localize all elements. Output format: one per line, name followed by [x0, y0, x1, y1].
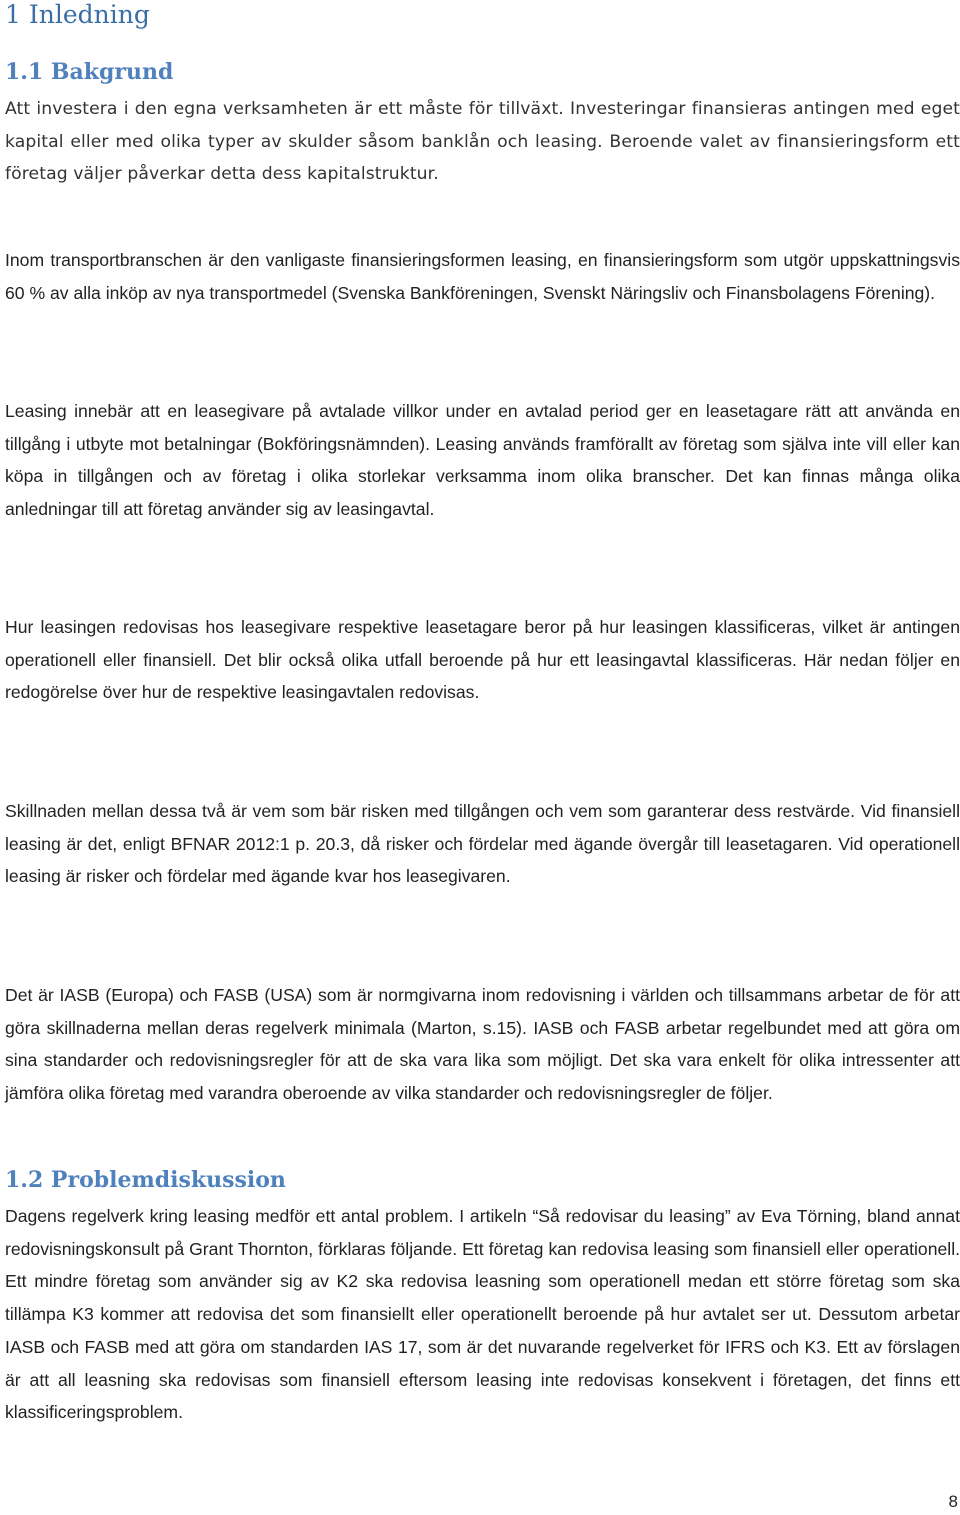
chapter-heading: 1 Inledning: [5, 0, 150, 29]
section-heading-problemdiskussion: 1.2 Problemdiskussion: [5, 1167, 286, 1193]
paragraph-4: Hur leasingen redovisas hos leasegivare respektive leasetagare beror på hur leasingen klassificeras, vilket är antingen operationell eller finansiell. Det blir också olika utfall beroende på hur ett leasingavtal klassificeras. Här nedan följer en redogörelse över hur de respektive leasingavtalen redovisas.: [5, 617, 960, 703]
paragraph-2: Inom transportbranschen är den vanligaste finansieringsformen leasing, en finansieringsform som utgör uppskattningsvis 60 % av alla inköp av nya transportmedel (Svenska Bankföreningen, Svenskt Näringsliv och Finansbolagens Förening).: [5, 250, 960, 303]
paragraph-5: Skillnaden mellan dessa två är vem som bär risken med tillgången och vem som garanterar dess restvärde. Vid finansiell leasing är det, enligt BFNAR 2012:1 p. 20.3, då risker och fördelar med ägande övergår till leasetagaren. Vid operationell leasing är risker och fördelar med ägande kvar hos leasegivaren.: [5, 801, 960, 887]
paragraph-6: Det är IASB (Europa) och FASB (USA) som är normgivarna inom redovisning i världen och tillsammans arbetar de för att göra skillnaderna mellan deras regelverk minimala (Marton, s.15). IASB och FASB arbetar regelbundet med att göra om sina standarder och redovisningsregler för att de ska vara lika som möjligt. Det ska vara enkelt för olika intressenter att jämföra olika företag med varandra oberoende av vilka standarder och redovisningsregler de följer.: [5, 985, 960, 1104]
paragraph-1: Att investera i den egna verksamheten är ett måste för tillväxt. Investeringar finansieras antingen med eget kapital eller med olika typer av skulder såsom banklån och leasing. Beroende valet av finansieringsform ett företag väljer påverkar detta dess kapitalstruktur.: [5, 99, 960, 185]
section-heading-bakgrund: 1.1 Bakgrund: [5, 59, 174, 85]
paragraph-3: Leasing innebär att en leasegivare på avtalade villkor under en avtalad period ger en leasetagare rätt att använda en tillgång i utbyte mot betalningar (Bokföringsnämnden). Leasing används framförallt av företag som själva inte vill eller kan köpa in tillgången och av företag i olika storlekar verksamma inom olika branscher. Det kan finnas många olika anledningar till att företag använder sig av leasingavtal.: [5, 401, 960, 520]
paragraph-7: Dagens regelverk kring leasing medför ett antal problem. I artikeln “Så redovisar du leasing” av Eva Törning, bland annat redovisningskonsult på Grant Thornton, förklaras följande. Ett företag kan redovisa leasing som finansiell eller operationell. Ett mindre företag som använder sig av K2 ska redovisa leasning som operationell medan ett större företag som ska tillämpa K3 kommer att redovisa det som finansiellt eller operationellt beroende på hur avtalet ser ut. Dessutom arbetar IASB och FASB med att göra om standarden IAS 17, som är det nuvarande regelverket för IFRS och K3. Ett av förslagen är att all leasning ska redovisas som finansiell eftersom leasing inte redovisas konsekvent i företagen, det finns ett klassificeringsproblem.: [5, 1206, 960, 1423]
page-number: 8: [948, 1492, 958, 1511]
